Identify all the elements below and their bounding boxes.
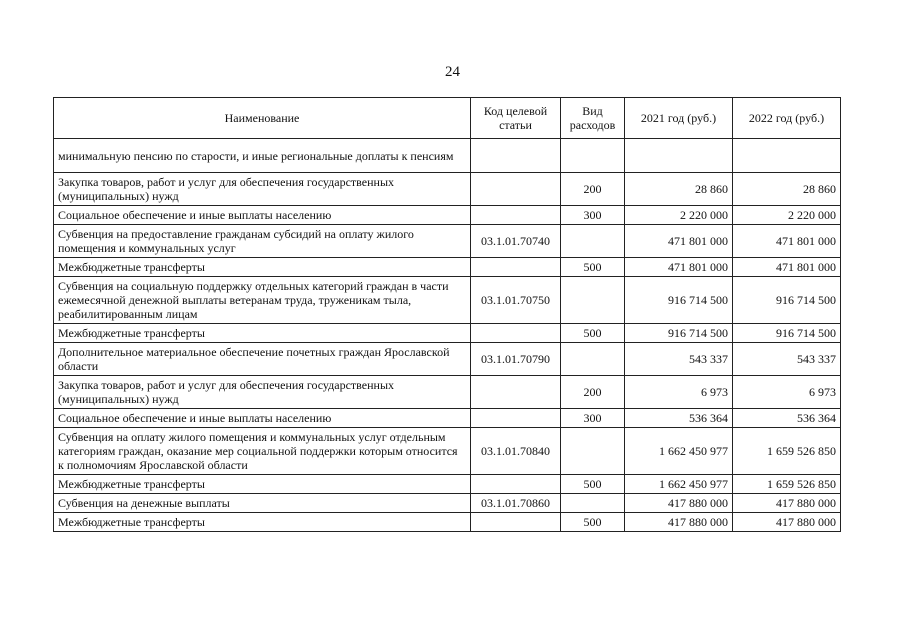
header-name: Наименование [54, 98, 471, 139]
cell-year-2022: 536 364 [733, 409, 841, 428]
table-row [54, 428, 841, 475]
table-row [54, 206, 841, 225]
cell-expense-type: 200 [561, 173, 625, 206]
cell-year-2022: 1 659 526 850 [733, 475, 841, 494]
table-row [54, 258, 841, 277]
header-year-2021: 2021 год (руб.) [625, 98, 733, 139]
cell-year-2022: 471 801 000 [733, 258, 841, 277]
cell-expense-type [561, 494, 625, 513]
cell-year-2021: 6 973 [625, 376, 733, 409]
table-body [54, 139, 841, 532]
cell-year-2021: 471 801 000 [625, 258, 733, 277]
cell-year-2022: 417 880 000 [733, 494, 841, 513]
cell-code [471, 258, 561, 277]
cell-code: 03.1.01.70860 [471, 494, 561, 513]
cell-year-2022: 543 337 [733, 343, 841, 376]
cell-year-2022 [733, 139, 841, 173]
cell-expense-type: 300 [561, 409, 625, 428]
page-number: 24 [445, 64, 460, 80]
cell-code [471, 324, 561, 343]
cell-expense-type: 500 [561, 324, 625, 343]
cell-year-2022: 1 659 526 850 [733, 428, 841, 475]
cell-year-2022: 916 714 500 [733, 324, 841, 343]
table-row [54, 173, 841, 206]
budget-table [53, 97, 841, 532]
cell-year-2022: 417 880 000 [733, 513, 841, 532]
header-code: Код целевой статьи [471, 98, 561, 139]
cell-year-2021: 916 714 500 [625, 324, 733, 343]
cell-expense-type: 500 [561, 513, 625, 532]
table-row [54, 139, 841, 173]
cell-code: 03.1.01.70840 [471, 428, 561, 475]
cell-code [471, 173, 561, 206]
cell-expense-type: 500 [561, 258, 625, 277]
cell-name: Социальное обеспечение и иные выплаты населению [54, 409, 471, 428]
table-header-row [54, 98, 841, 139]
cell-name: минимальную пенсию по старости, и иные региональные доплаты к пенсиям [54, 139, 471, 173]
cell-year-2021 [625, 139, 733, 173]
cell-code [471, 206, 561, 225]
cell-year-2022: 28 860 [733, 173, 841, 206]
cell-year-2021: 417 880 000 [625, 513, 733, 532]
cell-year-2022: 916 714 500 [733, 277, 841, 324]
cell-code: 03.1.01.70790 [471, 343, 561, 376]
cell-name: Социальное обеспечение и иные выплаты населению [54, 206, 471, 225]
cell-name: Дополнительное материальное обеспечение почетных граждан Ярославской области [54, 343, 471, 376]
cell-year-2021: 471 801 000 [625, 225, 733, 258]
table-row [54, 475, 841, 494]
header-year-2022: 2022 год (руб.) [733, 98, 841, 139]
table-row [54, 324, 841, 343]
cell-year-2022: 6 973 [733, 376, 841, 409]
cell-code [471, 139, 561, 173]
table-row [54, 225, 841, 258]
cell-name: Субвенция на социальную поддержку отдельных категорий граждан в части ежемесячной денежной выплаты ветеранам труда, труженикам тыла, реабилитированным лицам [54, 277, 471, 324]
cell-year-2022: 2 220 000 [733, 206, 841, 225]
cell-year-2021: 1 662 450 977 [625, 428, 733, 475]
table-row [54, 343, 841, 376]
cell-code: 03.1.01.70740 [471, 225, 561, 258]
cell-name: Субвенция на денежные выплаты [54, 494, 471, 513]
cell-name: Межбюджетные трансферты [54, 513, 471, 532]
cell-year-2021: 28 860 [625, 173, 733, 206]
cell-expense-type [561, 428, 625, 475]
cell-code: 03.1.01.70750 [471, 277, 561, 324]
cell-expense-type [561, 139, 625, 173]
cell-expense-type: 500 [561, 475, 625, 494]
table-row [54, 513, 841, 532]
table-row [54, 376, 841, 409]
cell-year-2021: 2 220 000 [625, 206, 733, 225]
header-expense-type: Вид расходов [561, 98, 625, 139]
cell-expense-type [561, 343, 625, 376]
cell-year-2021: 916 714 500 [625, 277, 733, 324]
cell-name: Межбюджетные трансферты [54, 475, 471, 494]
cell-year-2021: 543 337 [625, 343, 733, 376]
cell-name: Межбюджетные трансферты [54, 258, 471, 277]
cell-year-2021: 536 364 [625, 409, 733, 428]
cell-expense-type: 300 [561, 206, 625, 225]
cell-year-2021: 417 880 000 [625, 494, 733, 513]
cell-name: Закупка товаров, работ и услуг для обеспечения государственных (муниципальных) нужд [54, 173, 471, 206]
cell-name: Межбюджетные трансферты [54, 324, 471, 343]
cell-name: Субвенция на предоставление гражданам субсидий на оплату жилого помещения и коммунальных услуг [54, 225, 471, 258]
cell-name: Субвенция на оплату жилого помещения и коммунальных услуг отдельным категориям граждан, оказание мер социальной поддержки которым относится к полномочиям Ярославской области [54, 428, 471, 475]
cell-expense-type: 200 [561, 376, 625, 409]
cell-code [471, 475, 561, 494]
cell-year-2022: 471 801 000 [733, 225, 841, 258]
table-row [54, 277, 841, 324]
cell-year-2021: 1 662 450 977 [625, 475, 733, 494]
table-row [54, 409, 841, 428]
cell-expense-type [561, 225, 625, 258]
cell-code [471, 376, 561, 409]
cell-code [471, 409, 561, 428]
cell-name: Закупка товаров, работ и услуг для обеспечения государственных (муниципальных) нужд [54, 376, 471, 409]
cell-code [471, 513, 561, 532]
table-row [54, 494, 841, 513]
cell-expense-type [561, 277, 625, 324]
